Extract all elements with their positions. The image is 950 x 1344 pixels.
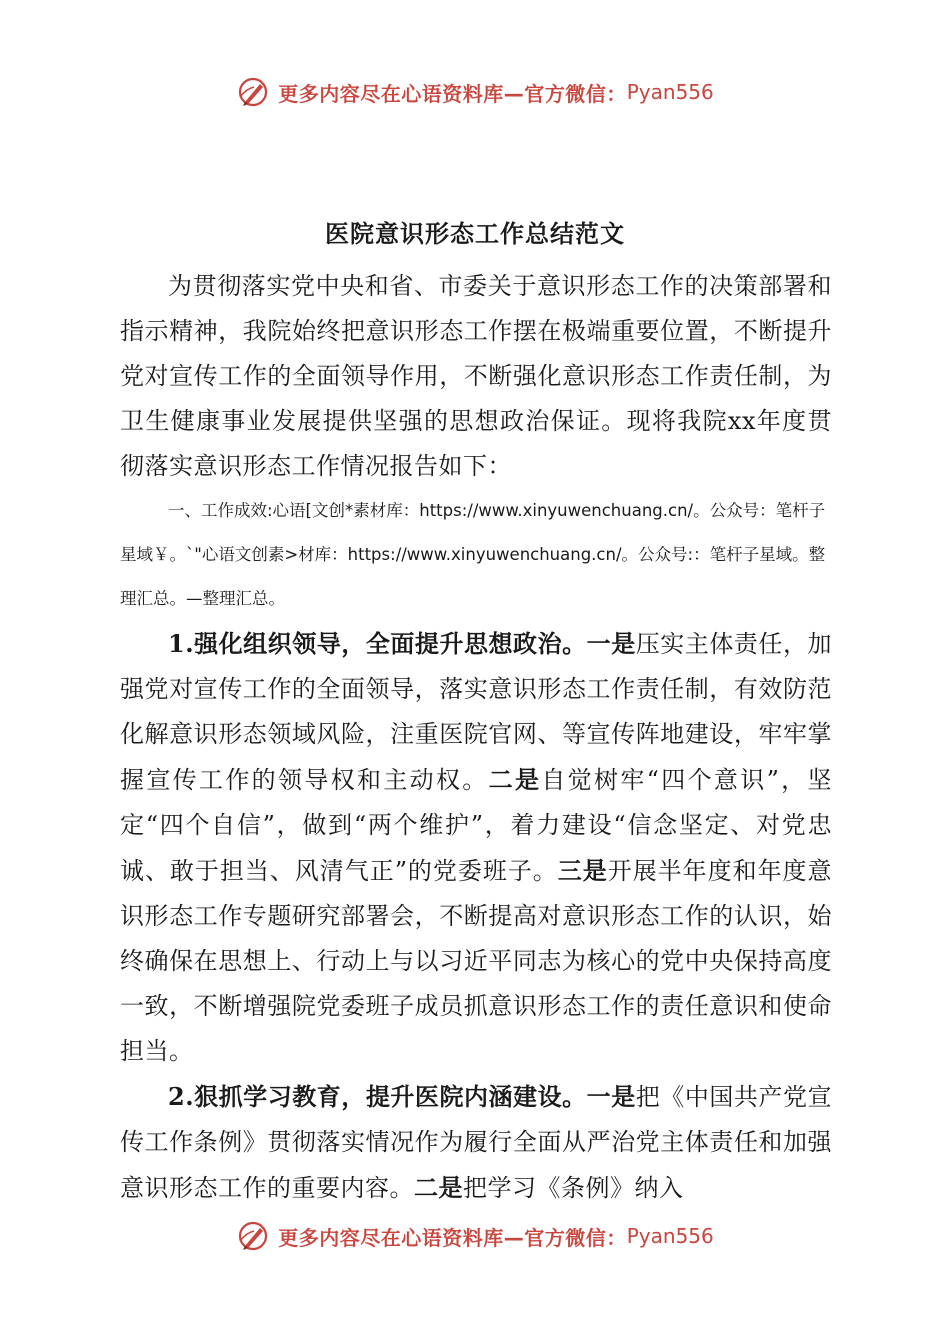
header-banner xyxy=(0,70,950,114)
paragraph-1-text-3: 开展半年度和年度意识形态工作专题研究部署会，不断提高对意识形态工作的认识，始终确保在思想上、行动上与以习近平同志为核心的党中央保持高度一致，不断增强院党委班子成员抓意识形态工作的责任意识和使命担当。 xyxy=(120,857,833,1065)
document-body xyxy=(120,264,832,1211)
section-heading-1: 一、工作成效:心语[文创*素材库：https://www.xinyuwenchuang.cn/。公众号：笔杆子星域￥。`"心语文创素>材库：https://www.xinyuwenchuang.cn/。公众号:：笔杆子星域。整理汇总。—整理汇总。 xyxy=(120,501,826,608)
banner-text: 更多内容尽在心语资料库—官方微信： xyxy=(278,1225,627,1250)
paragraph-2 xyxy=(120,1074,832,1211)
paragraph-1 xyxy=(120,621,832,1074)
intro-paragraph: 为贯彻落实党中央和省、市委关于意识形态工作的决策部署和指示精神，我院始终把意识形态工作摆在极端重要位置，不断提升党对宣传工作的全面领导作用，不断强化意识形态工作责任制，为卫生健康事业发展提供坚强的思想政治保证。现将我院xx年度贯彻落实意识形态工作情况报告如下： xyxy=(120,272,832,480)
marker-second: 二是 xyxy=(414,1173,463,1202)
paragraph-1-text-2: 自觉树牢“四个意识”，坚定“四个自信”，做到“两个维护”，着力建设“信念坚定、对党忠诚、敢于担当、风清气正”的党委班子。 xyxy=(120,766,833,885)
marker-third: 三是 xyxy=(557,856,608,885)
paragraph-2-heading: 2.狠抓学习教育，提升医院内涵建设。 xyxy=(168,1082,587,1111)
footer-banner xyxy=(0,1214,950,1258)
paragraph-1-heading: 1.强化组织领导，全面提升思想政治。 xyxy=(168,629,587,658)
paragraph-2-text-1: 把《中国共产党宣传工作条例》贯彻落实情况作为履行全面从严治党主体责任和加强意识形态工作的重要内容。 xyxy=(120,1083,833,1202)
marker-first: 一是 xyxy=(586,629,636,658)
paragraph-2-text-2: 把学习《条例》纳入 xyxy=(463,1174,684,1202)
marker-second: 二是 xyxy=(488,765,542,794)
banner-wechat-id: Pyan556 xyxy=(626,1224,714,1248)
pen-logo-icon xyxy=(236,1219,270,1253)
document-title: 医院意识形态工作总结范文 xyxy=(325,219,625,248)
pen-logo-icon xyxy=(236,75,270,109)
marker-first: 一是 xyxy=(586,1082,636,1111)
paragraph-1-text-1: 压实主体责任，加强党对宣传工作的全面领导，落实意识形态工作责任制，有效防范化解意识形态领域风险，注重医院官网、等宣传阵地建设，牢牢掌握宣传工作的领导权和主动权。 xyxy=(120,630,833,794)
banner-text: 更多内容尽在心语资料库—官方微信： xyxy=(278,81,627,106)
banner-wechat-id: Pyan556 xyxy=(626,80,714,104)
